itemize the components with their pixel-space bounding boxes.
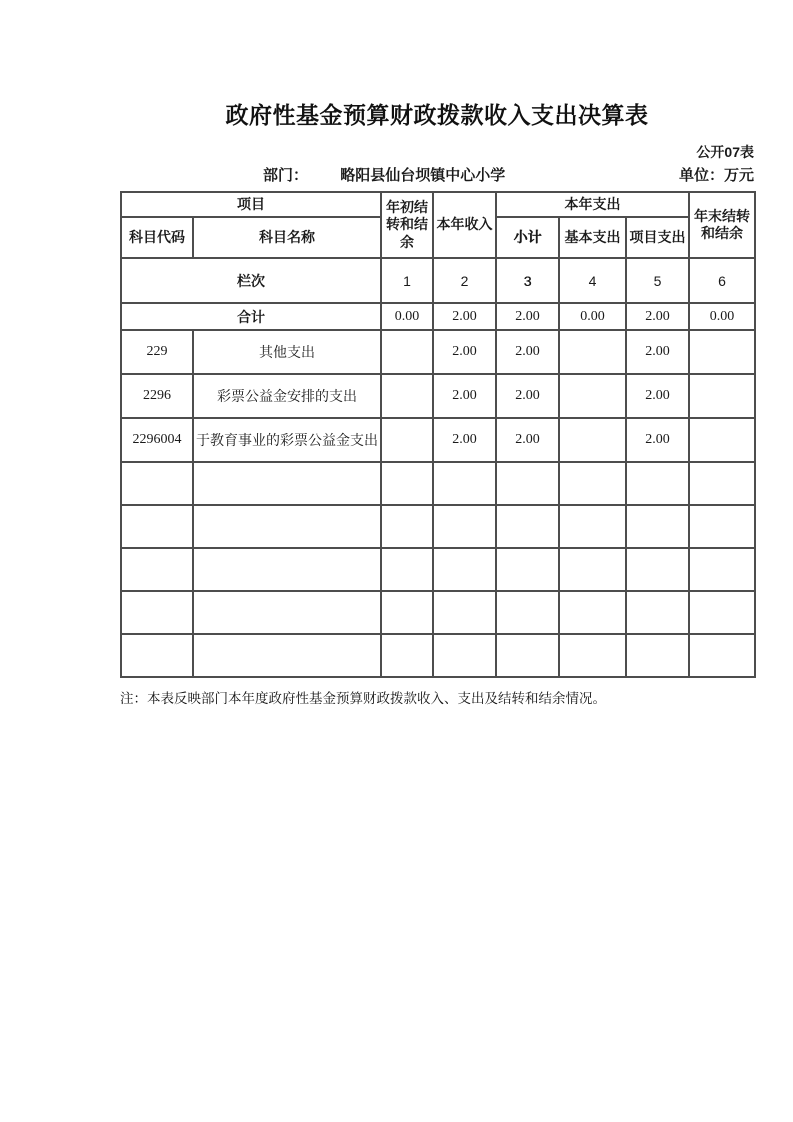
value-cell bbox=[689, 374, 755, 418]
empty-cell bbox=[626, 505, 689, 548]
page-title: 政府性基金预算财政拨款收入支出决算表 bbox=[225, 102, 649, 128]
total-value-cell: 0.00 bbox=[381, 303, 433, 330]
empty-cell bbox=[433, 548, 496, 591]
column-index-label: 栏次 bbox=[121, 258, 381, 303]
empty-cell bbox=[433, 462, 496, 505]
empty-cell bbox=[496, 462, 559, 505]
value-cell: 2.00 bbox=[433, 330, 496, 374]
empty-cell bbox=[559, 548, 626, 591]
column-index-cell: 2 bbox=[433, 258, 496, 303]
subject-name-header-cell: 科目名称 bbox=[193, 217, 381, 258]
total-value-cell: 2.00 bbox=[433, 303, 496, 330]
end-balance-header-cell: 年末结转和结余 bbox=[689, 192, 755, 258]
empty-cell bbox=[381, 548, 433, 591]
table-note: 注：本表反映部门本年度政府性基金预算财政拨款收入、支出及结转和结余情况。 bbox=[120, 691, 606, 706]
subtotal-header-cell: 小计 bbox=[496, 217, 559, 258]
subject-code-cell: 2296 bbox=[121, 374, 193, 418]
document-page bbox=[120, 0, 754, 707]
empty-cell bbox=[381, 505, 433, 548]
value-cell bbox=[559, 330, 626, 374]
empty-cell bbox=[559, 591, 626, 634]
value-cell: 2.00 bbox=[496, 418, 559, 462]
subject-code-cell: 229 bbox=[121, 330, 193, 374]
empty-cell bbox=[626, 634, 689, 677]
empty-cell bbox=[121, 634, 193, 677]
empty-cell bbox=[689, 505, 755, 548]
column-index-cell: 1 bbox=[381, 258, 433, 303]
year-expense-header-cell: 本年支出 bbox=[496, 192, 689, 217]
subject-name-cell: 彩票公益金安排的支出 bbox=[193, 374, 381, 418]
empty-cell bbox=[689, 548, 755, 591]
column-index-cell: 4 bbox=[559, 258, 626, 303]
empty-cell bbox=[193, 462, 381, 505]
table-code-label: 公开07表 bbox=[696, 144, 754, 160]
empty-cell bbox=[381, 634, 433, 677]
year-income-header-cell: 本年收入 bbox=[433, 192, 496, 258]
column-index-cell: 5 bbox=[626, 258, 689, 303]
empty-cell bbox=[496, 505, 559, 548]
empty-cell bbox=[689, 634, 755, 677]
unit-label: 单位：万元 bbox=[678, 167, 754, 184]
empty-cell bbox=[121, 505, 193, 548]
total-label: 合计 bbox=[121, 303, 381, 330]
empty-cell bbox=[381, 462, 433, 505]
empty-cell bbox=[559, 462, 626, 505]
empty-cell bbox=[496, 634, 559, 677]
value-cell bbox=[559, 418, 626, 462]
empty-cell bbox=[193, 591, 381, 634]
table-body bbox=[121, 258, 755, 677]
value-cell: 2.00 bbox=[433, 374, 496, 418]
value-cell bbox=[381, 374, 433, 418]
subject-name-cell: 于教育事业的彩票公益金支出 bbox=[193, 418, 381, 462]
empty-row bbox=[121, 634, 755, 677]
department-line bbox=[263, 166, 505, 185]
table-row bbox=[121, 418, 755, 462]
empty-cell bbox=[626, 548, 689, 591]
value-cell bbox=[381, 330, 433, 374]
empty-cell bbox=[626, 591, 689, 634]
empty-cell bbox=[626, 462, 689, 505]
empty-cell bbox=[193, 505, 381, 548]
fund-budget-table bbox=[120, 191, 756, 678]
total-row bbox=[121, 303, 755, 330]
empty-cell bbox=[496, 591, 559, 634]
empty-cell bbox=[193, 634, 381, 677]
value-cell bbox=[381, 418, 433, 462]
empty-cell bbox=[433, 591, 496, 634]
total-value-cell: 2.00 bbox=[496, 303, 559, 330]
department-label: 部门： bbox=[263, 167, 309, 184]
subject-name-cell: 其他支出 bbox=[193, 330, 381, 374]
table-row bbox=[121, 330, 755, 374]
empty-row bbox=[121, 548, 755, 591]
empty-row bbox=[121, 591, 755, 634]
value-cell: 2.00 bbox=[626, 418, 689, 462]
empty-cell bbox=[433, 634, 496, 677]
column-index-row bbox=[121, 258, 755, 303]
value-cell: 2.00 bbox=[626, 374, 689, 418]
column-index-cell: 6 bbox=[689, 258, 755, 303]
value-cell bbox=[689, 330, 755, 374]
empty-cell bbox=[433, 505, 496, 548]
total-value-cell: 0.00 bbox=[559, 303, 626, 330]
total-value-cell: 2.00 bbox=[626, 303, 689, 330]
department-value: 略阳县仙台坝镇中心小学 bbox=[340, 167, 506, 184]
header-row-1 bbox=[121, 192, 755, 217]
table-row bbox=[121, 374, 755, 418]
value-cell: 2.00 bbox=[496, 330, 559, 374]
value-cell: 2.00 bbox=[626, 330, 689, 374]
column-index-cell: 3 bbox=[496, 258, 559, 303]
empty-cell bbox=[121, 548, 193, 591]
empty-cell bbox=[381, 591, 433, 634]
empty-cell bbox=[496, 548, 559, 591]
subject-code-header-cell: 科目代码 bbox=[121, 217, 193, 258]
value-cell: 2.00 bbox=[433, 418, 496, 462]
empty-row bbox=[121, 505, 755, 548]
project-expense-header-cell: 项目支出 bbox=[626, 217, 689, 258]
total-value-cell: 0.00 bbox=[689, 303, 755, 330]
value-cell: 2.00 bbox=[496, 374, 559, 418]
begin-balance-header-cell: 年初结转和结余 bbox=[381, 192, 433, 258]
value-cell bbox=[559, 374, 626, 418]
meta-row bbox=[120, 166, 754, 185]
empty-row bbox=[121, 462, 755, 505]
empty-cell bbox=[193, 548, 381, 591]
subject-code-cell: 2296004 bbox=[121, 418, 193, 462]
value-cell bbox=[689, 418, 755, 462]
empty-cell bbox=[559, 634, 626, 677]
project-header-cell: 项目 bbox=[121, 192, 381, 217]
empty-cell bbox=[689, 591, 755, 634]
empty-cell bbox=[121, 462, 193, 505]
empty-cell bbox=[559, 505, 626, 548]
empty-cell bbox=[689, 462, 755, 505]
basic-expense-header-cell: 基本支出 bbox=[559, 217, 626, 258]
empty-cell bbox=[121, 591, 193, 634]
